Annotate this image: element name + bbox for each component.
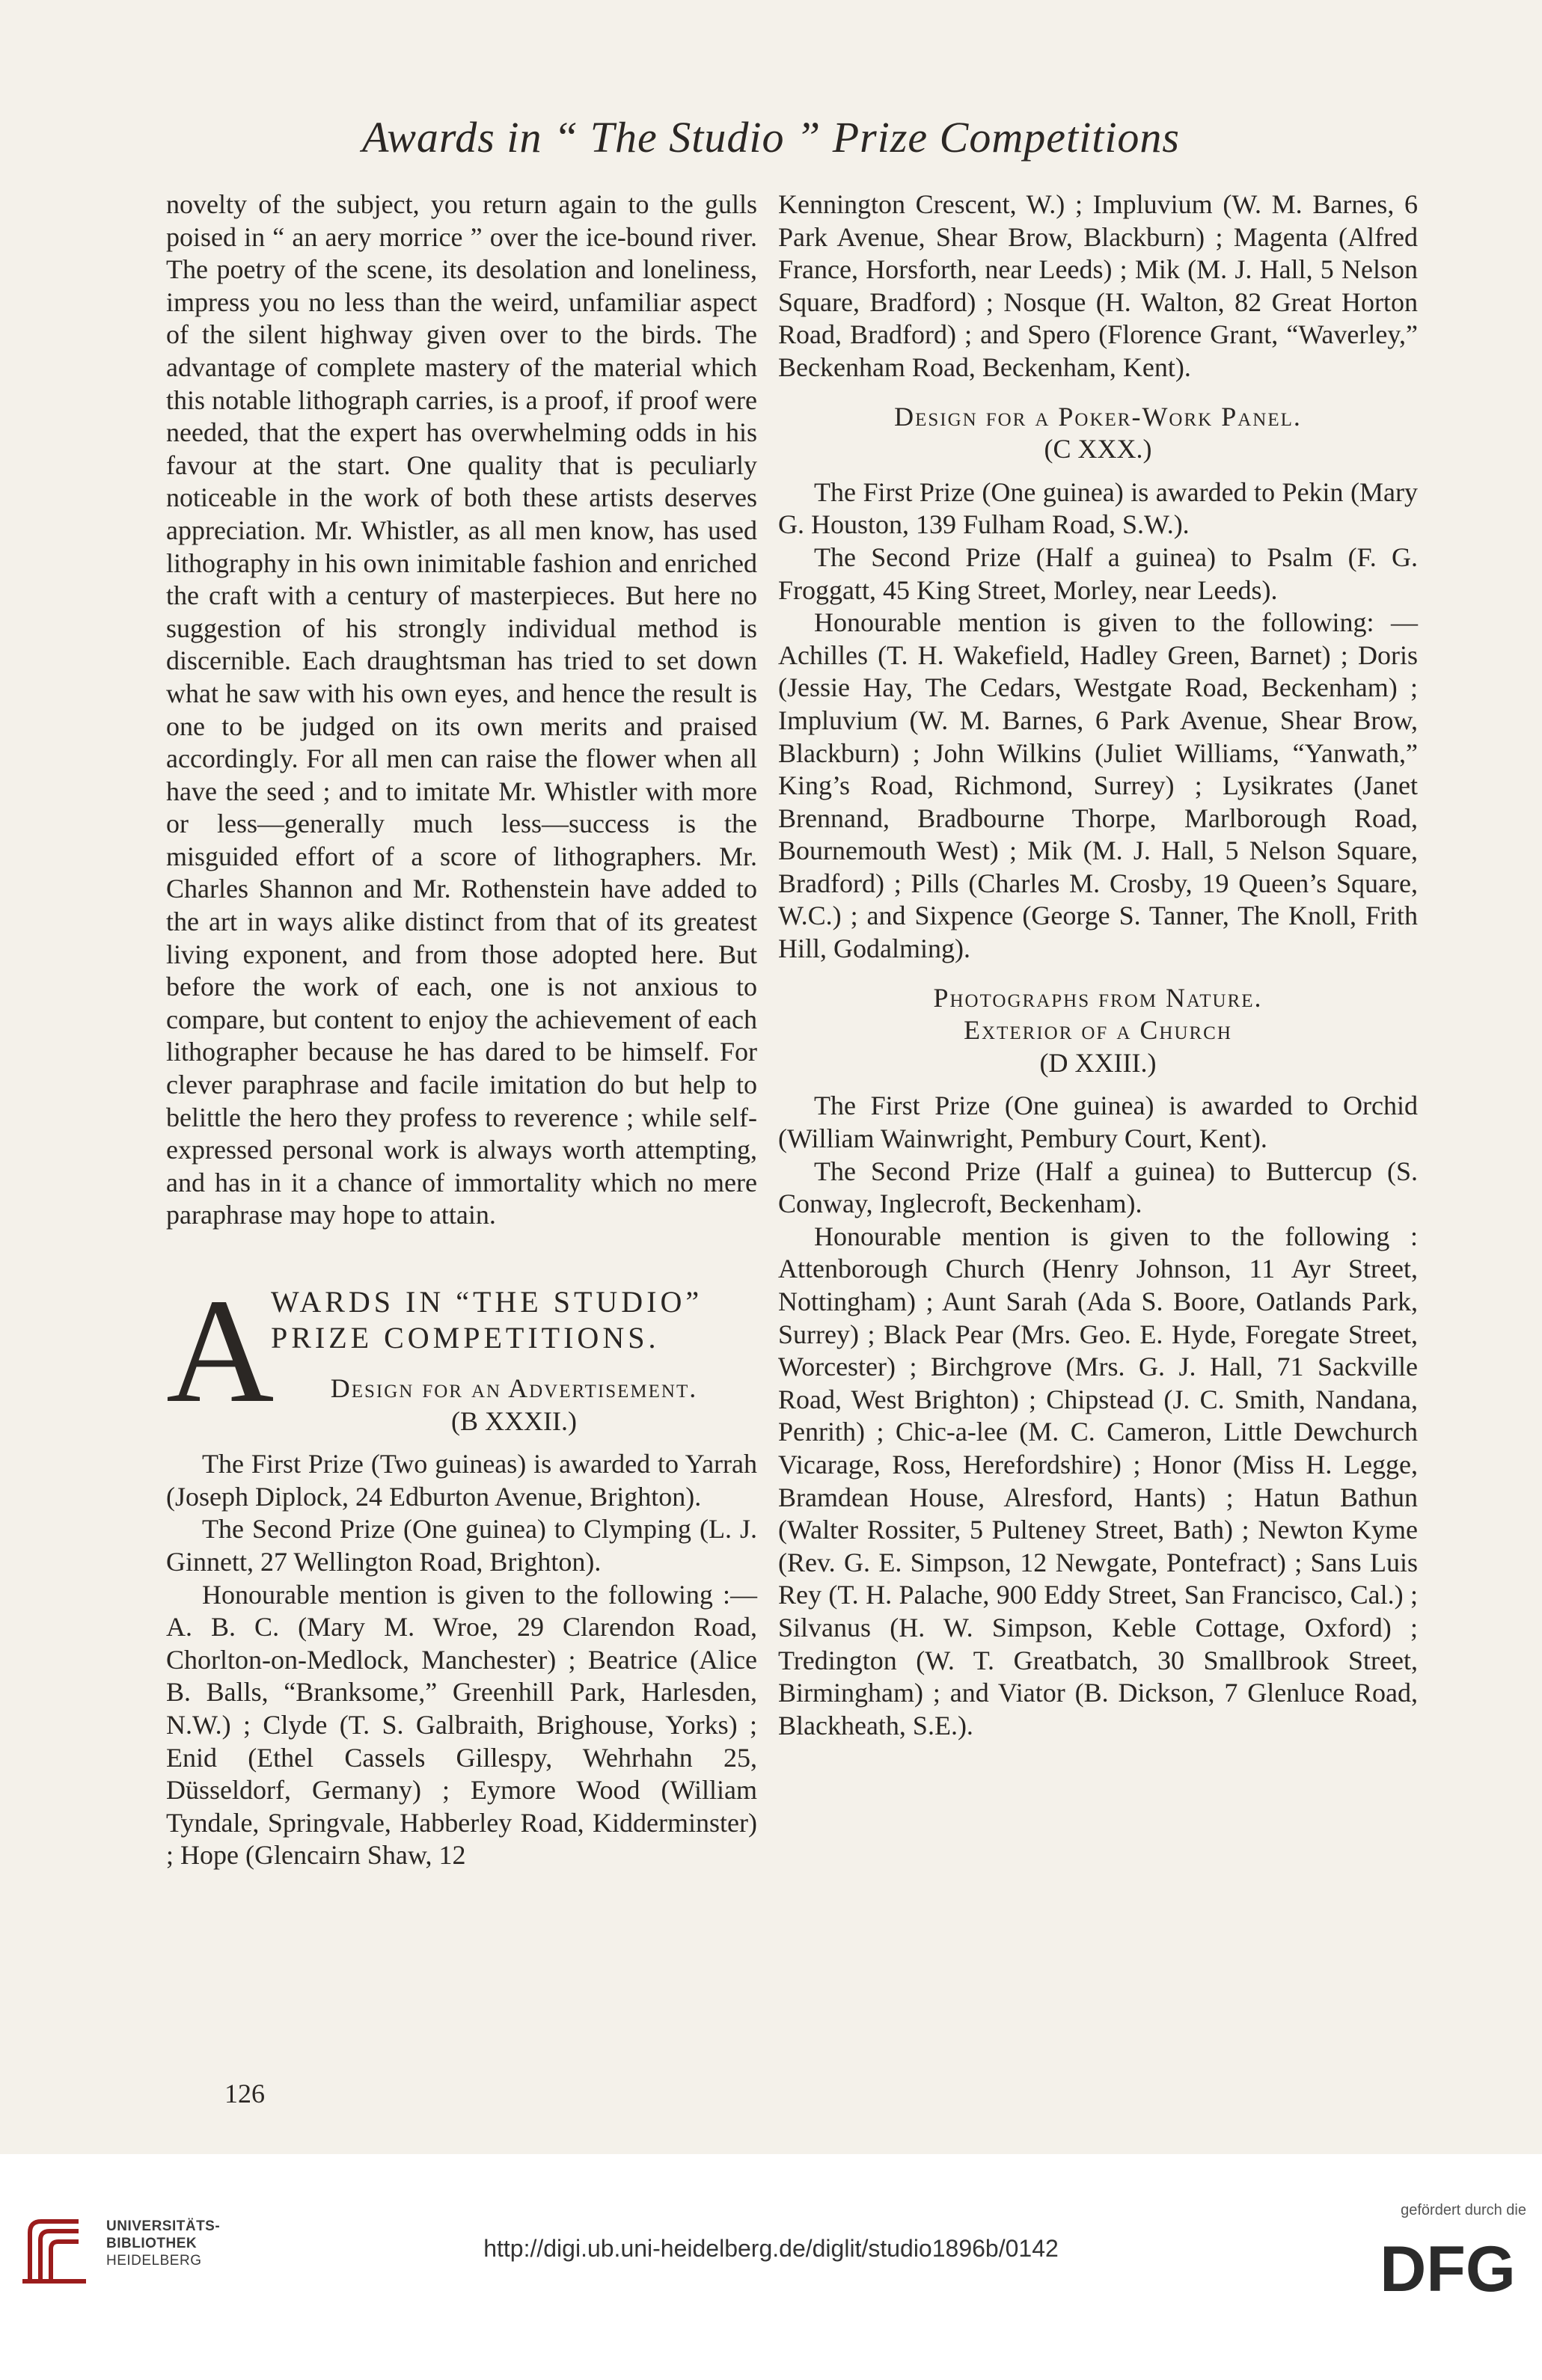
running-title: Awards in “ The Studio ” Prize Competitions: [361, 113, 1181, 162]
section-heading: [166, 1269, 757, 1438]
left-column: [166, 188, 757, 1872]
advertisement-section-title: Design for an Advertisement.: [330, 1373, 698, 1403]
photographs-second-prize: The Second Prize (Half a guinea) to Buttercup (S. Conway, Inglecroft, Beckenham).: [778, 1156, 1418, 1219]
heading-line-1: WARDS IN “THE STUDIO”: [271, 1285, 703, 1319]
poker-work-section-code: (C XXX.): [1044, 434, 1152, 464]
advertisement-first-prize: The First Prize (Two guineas) is awarded to Yarrah (Joseph Diplock, 24 Edburton Avenue, Brighton).: [166, 1449, 757, 1512]
photographs-honourable-mention: Honourable mention is given to the following : Attenborough Church (Henry Johnson, 11 Ayr Street, Nottingham) ; Aunt Sarah (Ada S. Boore, Oatlands Park, Surrey) ; Black Pear (Mrs. Geo. E. Hyde, Foregate Street, Worcester) ; Birchgrove (Mrs. G. J. Hall, 71 Sackville Road, West Brighton) ; Chipstead (J. C. Smith, Nandana, Penrith) ; Chic-a-lee (M. C. Cameron, Little Dewchurch Vicarage, Ross, Herefordshire) ; Honor (Miss H. Legge, Bramdean House, Alresford, Hants) ; Hatun Bathun (Walter Rossiter, 5 Pulteney Street, Bath) ; Newton Kyme (Rev. G. E. Simpson, 12 Newgate, Pontefract) ; Sans Luis Rey (T. H. Palache, 900 Eddy Street, San Francisco, Cal.) ; Silvanus (H. W. Simpson, Keble Cottage, Oxford) ; Tredington (W. T. Greatbatch, 30 Smallbrook Street, Birmingham) ; and Viator (B. Dickson, 7 Glenluce Road, Blackheath, S.E.).: [778, 1221, 1418, 1740]
right-column: [778, 188, 1418, 1742]
heading-line-2: PRIZE COMPETITIONS.: [271, 1321, 660, 1355]
continuation-paragraph: Kennington Crescent, W.) ; Impluvium (W. M. Barnes, 6 Park Avenue, Shear Brow, Blackburn) ; Magenta (Alfred France, Horsforth, near Leeds) ; Mik (M. J. Hall, 5 Nelson Square, Bradford) ; Nosque (H. Walton, 82 Great Horton Road, Bradford) ; and Spero (Florence Grant, “Waverley,” Beckenham Road, Beckenham, Kent).: [778, 189, 1418, 382]
photographs-first-prize: The First Prize (One guinea) is awarded to Orchid (William Wainwright, Pembury Court, Kent).: [778, 1091, 1418, 1154]
funding-note: gefördert durch die: [1401, 2202, 1526, 2218]
advertisement-second-prize: The Second Prize (One guinea) to Clymping (L. J. Ginnett, 27 Wellington Road, Brighton).: [166, 1514, 757, 1577]
poker-work-first-prize: The First Prize (One guinea) is awarded to Pekin (Mary G. Houston, 139 Fulham Road, S.W.).: [778, 476, 1418, 540]
dfg-logo-text: DFG: [1380, 2233, 1516, 2300]
poker-work-honourable-mention: Honourable mention is given to the following: —Achilles (T. H. Wakefield, Hadley Green, Barnet) ; Doris (Jessie Hay, The Cedars, Westgate Road, Beckenham) ; Impluvium (W. M. Barnes, 6 Park Avenue, Shear Brow, Blackburn) ; John Wilkins (Juliet Williams, “Yanwath,” King’s Road, Richmond, Surrey) ; Lysikrates (Janet Brennand, Bradbourne Thorpe, Marlborough Road, Bournemouth West) ; Mik (M. J. Hall, 5 Nelson Square, Bradford) ; Pills (Charles M. Crosby, 19 Queen’s Square, W.C.) ; and Sixpence (George S. Tanner, The Knoll, Frith Hill, Godalming).: [778, 607, 1418, 964]
library-name-line-1: UNIVERSITÄTS-: [106, 2218, 221, 2234]
advertisement-section-code: (B XXXII.): [451, 1405, 577, 1436]
drop-cap-letter: A: [166, 1269, 275, 1434]
digitization-footer: [0, 2154, 1542, 2380]
permalink-url[interactable]: http://digi.ub.uni-heidelberg.de/diglit/studio1896b/0142: [483, 2235, 1059, 2262]
library-name-line-2: BIBLIOTHEK: [106, 2236, 198, 2251]
poker-work-section-title: Design for a Poker-Work Panel.: [894, 401, 1302, 432]
photographs-section-title: Photographs from Nature.: [933, 982, 1263, 1013]
photographs-section-subtitle: Exterior of a Church: [964, 1015, 1232, 1046]
advertisement-honourable-mention: Honourable mention is given to the following :— A. B. C. (Mary M. Wroe, 29 Clarendon Road, Chorlton-on-Medlock, Manchester) ; Beatrice (Alice B. Balls, “Branksome,” Greenhill Park, Harlesden, N.W.) ; Clyde (T. S. Galbraith, Brighouse, Yorks) ; Enid (Ethel Cassels Gillespy, Wehrhahn 25, Düsseldorf, Germany) ; Eymore Wood (William Tyndale, Springvale, Habberley Road, Kidderminster) ; Hope (Glencairn Shaw, 12: [166, 1579, 757, 1871]
dfg-logo-icon: [1369, 2233, 1526, 2300]
page-number: 126: [224, 2079, 265, 2108]
poker-work-second-prize: The Second Prize (Half a guinea) to Psalm (F. G. Froggatt, 45 King Street, Morley, near Leeds).: [778, 542, 1418, 605]
photographs-section-code: (D XXIII.): [1039, 1047, 1157, 1078]
intro-paragraph: novelty of the subject, you return again to the gulls poised in “ an aery morrice ” over the ice-bound river. The poetry of the scene, its desolation and loneliness, impress you no less than the weird, unfamiliar aspect of the silent highway given over to the birds. The advantage of complete mastery of the material which this notable lithograph carries, is a proof, if proof were needed, that the expert has overwhelming odds in his favour at the start. One quality that is peculiarly noticeable in the work of both these artists deserves appreciation. Mr. Whistler, as all men know, has used lithography in his own inimitable fashion and enriched the craft with a century of masterpieces. But here no suggestion of his strongly individual method is discernible. Each draughtsman has tried to set down what he saw with his own eyes, and hence the result is one to be judged on its own merits and praised accordingly. For all men can raise the flower when all have the seed ; and to imitate Mr. Whistler with more or less—generally much less—success is the misguided effort of a score of lithographers. Mr. Charles Shannon and Mr. Rothenstein have added to the art in ways alike distinct from that of its greatest living exponent, and from those adopted here. But before the work of each, one is not anxious to compare, but content to enjoy the achievement of each lithographer because he has dared to be himself. For clever paraphrase and facile imitation do but help to belittle the hero they profess to reverence ; while self-expressed personal work is always worth attempting, and has in it a chance of immortality which no mere paraphrase may hope to attain.: [166, 189, 757, 1230]
library-name-line-3: HEIDELBERG: [106, 2253, 202, 2269]
